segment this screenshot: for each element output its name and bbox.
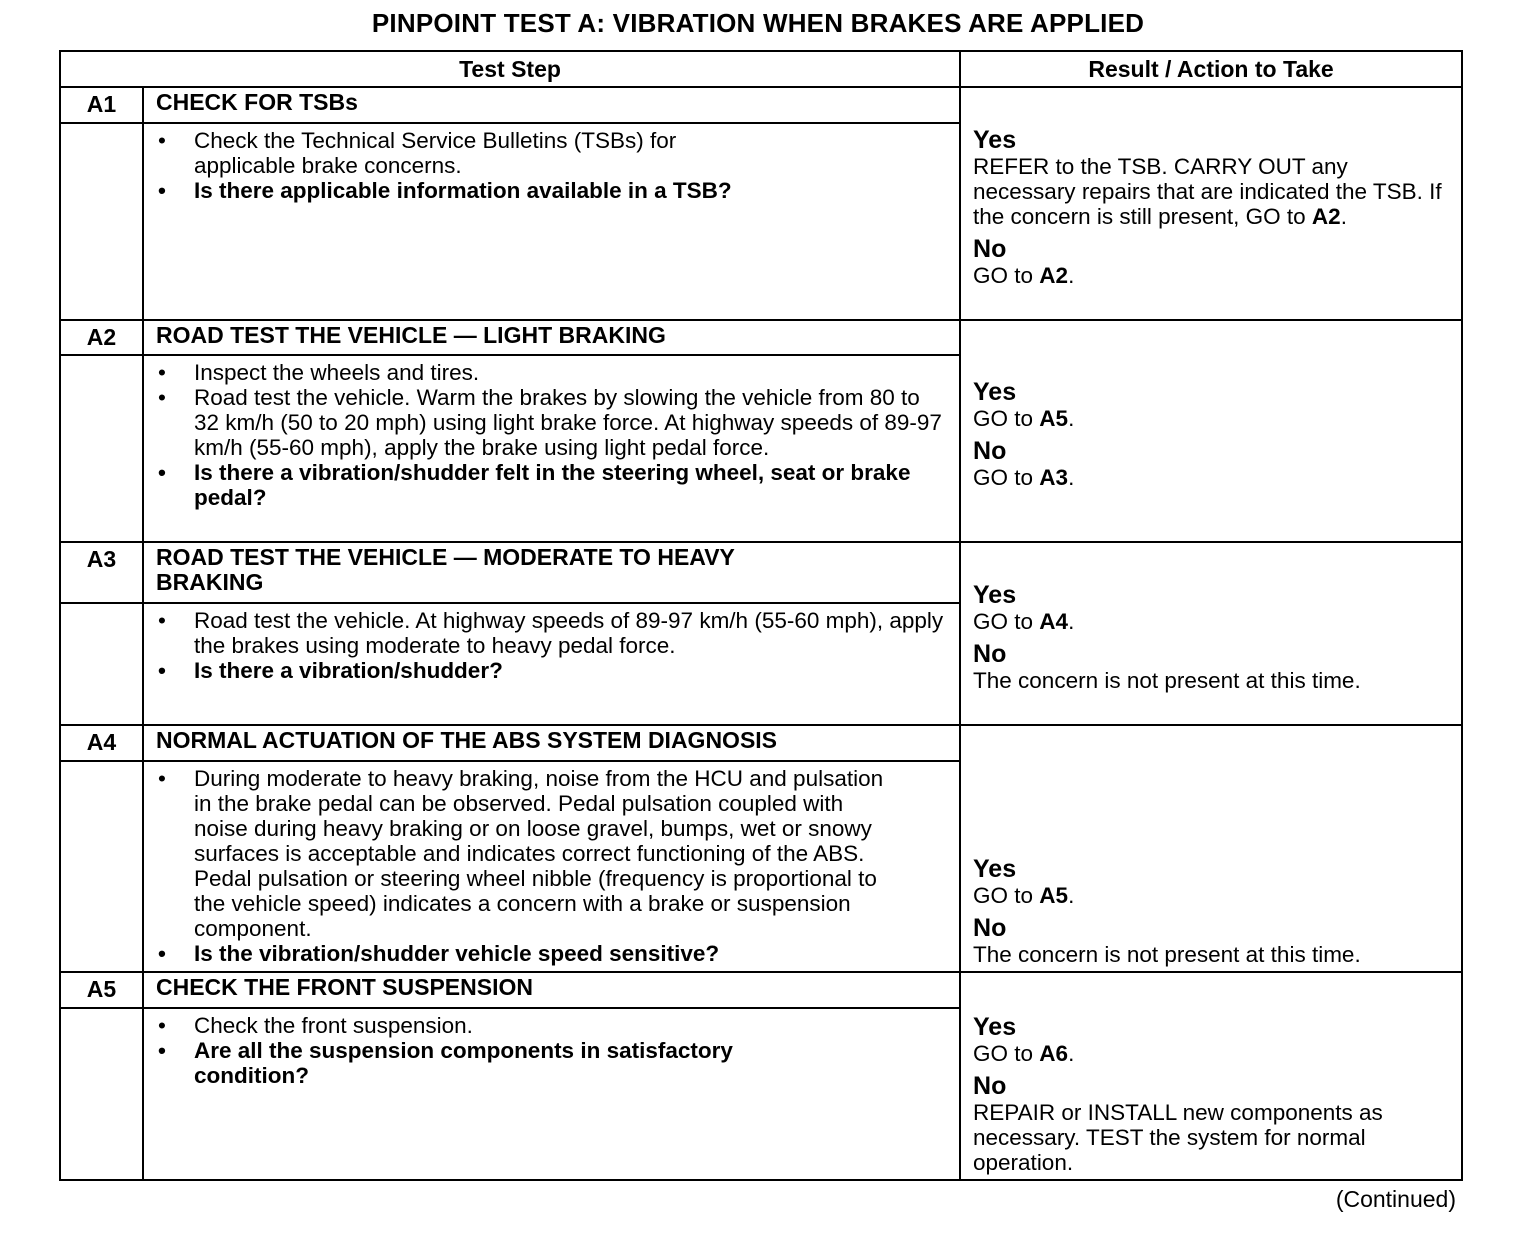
no-action: REPAIR or INSTALL new components as necessary. TEST the system for normal operation. xyxy=(973,1100,1383,1175)
step-question: • Is there a vibration/shudder? xyxy=(156,658,949,683)
yes-label: Yes xyxy=(973,378,1017,406)
step-question: • Are all the suspension components in satisfactory condition? xyxy=(156,1038,834,1088)
step-body xyxy=(143,761,960,972)
yes-action: GO to A4. xyxy=(973,608,1075,634)
step-a3 xyxy=(60,542,1462,725)
step-a1 xyxy=(60,87,1462,320)
step-question: • Is there applicable information available in a TSB? xyxy=(156,178,734,203)
step-id-spacer xyxy=(60,761,143,972)
step-body xyxy=(143,355,960,542)
test-step-header: Test Step xyxy=(60,51,960,87)
step-id-spacer xyxy=(60,355,143,542)
step-body xyxy=(143,603,960,725)
step-id: A5 xyxy=(60,972,143,1008)
step-question: • Is there a vibration/shudder felt in the steering wheel, seat or brake pedal? xyxy=(156,460,949,510)
no-action: The concern is not present at this time. xyxy=(973,942,1361,967)
step-question: • Is the vibration/shudder vehicle speed sensitive? xyxy=(156,941,949,966)
step-heading: CHECK THE FRONT SUSPENSION xyxy=(143,972,960,1008)
yes-label: Yes xyxy=(973,580,1017,609)
step-id-spacer xyxy=(60,1008,143,1180)
step-a2 xyxy=(60,320,1462,542)
step-id: A4 xyxy=(60,725,143,761)
list-item: • Inspect the wheels and tires. xyxy=(156,360,949,385)
list-item: • Check the Technical Service Bulletins (TSBs) for applicable brake concerns. xyxy=(156,128,734,178)
page-title: PINPOINT TEST A: VIBRATION WHEN BRAKES ARE APPLIED xyxy=(371,8,1145,38)
pinpoint-test-table xyxy=(59,50,1463,1181)
no-action: GO to A3. xyxy=(973,465,1075,490)
no-label: No xyxy=(973,1072,1007,1100)
step-id-spacer xyxy=(60,603,143,725)
yes-action: REFER to the TSB. CARRY OUT any necessary repairs that are indicated the TSB. If the concern is still present, GO to A2. xyxy=(973,153,1442,229)
step-heading: NORMAL ACTUATION OF THE ABS SYSTEM DIAGNOSIS xyxy=(143,725,960,761)
list-item: • During moderate to heavy braking, noise from the HCU and pulsation in the brake pedal can be observed. Pedal pulsation coupled with noise during heavy braking or on loose gravel, bumps, wet or snowy surfaces is acceptable and indicates correct functioning of the ABS. Pedal pulsation or steering wheel nibble (frequency is proportional to the vehicle speed) indicates a concern with a brake or suspension component. xyxy=(156,766,884,941)
step-id: A3 xyxy=(60,542,143,603)
continued-note: (Continued) xyxy=(1335,1186,1456,1212)
result-cell xyxy=(960,320,1462,542)
no-label: No xyxy=(973,437,1007,465)
yes-action: GO to A5. xyxy=(973,883,1075,908)
no-action: The concern is not present at this time. xyxy=(973,667,1361,693)
step-id: A2 xyxy=(60,320,143,355)
result-cell xyxy=(960,87,1462,320)
yes-action: GO to A6. xyxy=(973,1041,1075,1066)
step-heading: ROAD TEST THE VEHICLE — LIGHT BRAKING xyxy=(143,320,960,355)
step-body xyxy=(143,1008,960,1180)
step-a5 xyxy=(60,972,1462,1180)
list-item: • Check the front suspension. xyxy=(156,1013,949,1038)
yes-label: Yes xyxy=(973,1013,1017,1041)
list-item: • Road test the vehicle. Warm the brakes by slowing the vehicle from 80 to 32 km/h (50 to 20 mph) using light brake force. At highway speeds of 89-97 km/h (55-60 mph), apply the brake using light pedal force. xyxy=(156,385,949,460)
step-id-spacer xyxy=(60,123,143,320)
no-label: No xyxy=(973,234,1007,263)
step-heading: ROAD TEST THE VEHICLE — MODERATE TO HEAVY BRAKING xyxy=(143,542,960,603)
result-cell xyxy=(960,542,1462,725)
step-a4 xyxy=(60,725,1462,972)
list-item: • Road test the vehicle. At highway speeds of 89-97 km/h (55-60 mph), apply the brakes using moderate to heavy pedal force. xyxy=(156,608,949,658)
step-id: A1 xyxy=(60,87,143,123)
no-label: No xyxy=(973,639,1007,668)
yes-label: Yes xyxy=(973,855,1017,883)
yes-action: GO to A5. xyxy=(973,406,1075,431)
no-action: GO to A2. xyxy=(973,262,1075,288)
yes-label: Yes xyxy=(973,125,1017,154)
step-body xyxy=(143,123,960,320)
result-cell xyxy=(960,725,1462,972)
result-header: Result / Action to Take xyxy=(960,51,1462,87)
step-heading: CHECK FOR TSBs xyxy=(143,87,960,123)
no-label: No xyxy=(973,914,1007,942)
result-cell xyxy=(960,972,1462,1180)
table-header-row xyxy=(60,51,1462,87)
